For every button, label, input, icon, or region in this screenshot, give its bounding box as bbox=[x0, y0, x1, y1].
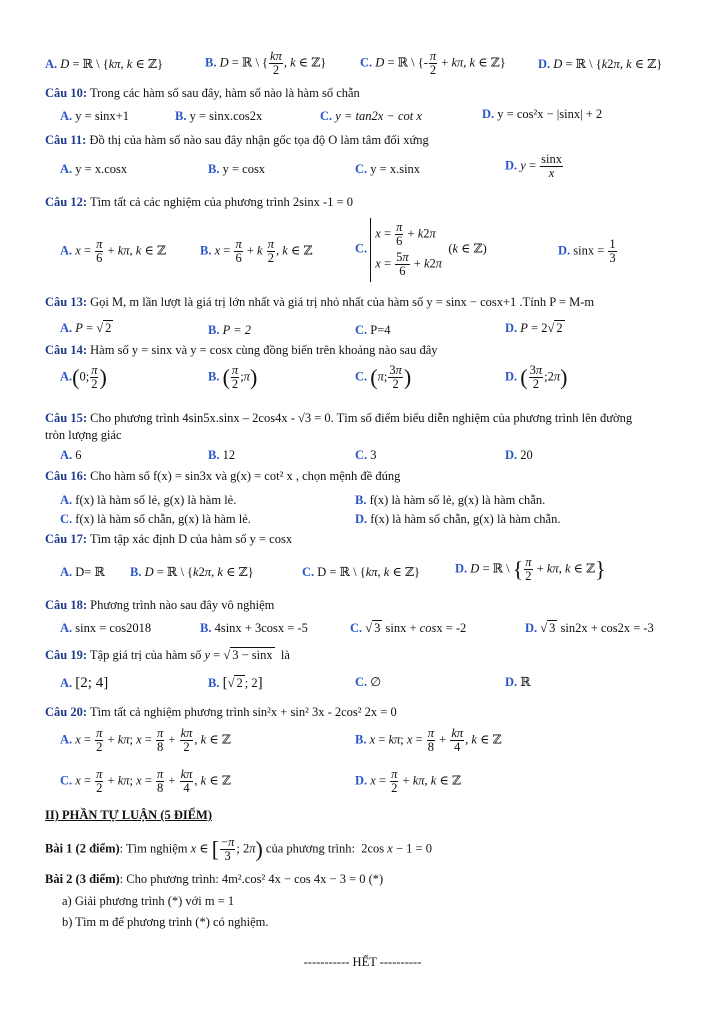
q14-option-c: C. (π; $\frac{3\pi}{2}$ ) bbox=[355, 363, 412, 392]
q16-option-b: B. f(x) là hàm số lẻ, g(x) là hàm chẵn. bbox=[355, 493, 546, 507]
q9-option-a: A. D = ℝ \ {kπ, k ∈ ℤ} bbox=[45, 57, 163, 71]
bai1: Bài 1 (2 điểm): Tìm nghiệm x ∈ [ $\frac{-\pi}{3}$ ; 2π) của phương trình: 2cos x − 1 = 0 bbox=[45, 835, 432, 864]
q18-option-a: A. sinx = cos2018 bbox=[60, 621, 152, 635]
q11-option-a: A. y = x.cosx bbox=[60, 162, 128, 176]
q14-stem: Câu 14: Hàm số y = sinx và y = cosx cùng đồng biến trên khoảng nào sau đây bbox=[45, 343, 438, 357]
q19-option-b: B. [√ 2 ; 2] bbox=[208, 675, 263, 691]
q11-option-c: C. y = x.sinx bbox=[355, 162, 421, 176]
q15-stem-cont: tròn lượng giác bbox=[45, 428, 122, 442]
q12-option-c: C. x = $\frac{\pi}{6}$ + k2π x = $\frac{5\pi}{6}$ + k2π (k ∈ ℤ) bbox=[355, 218, 487, 282]
q17-stem: Câu 17: Tìm tập xác định D của hàm số y = cosx bbox=[45, 532, 293, 546]
q17-option-a: A. D= ℝ bbox=[60, 565, 105, 579]
q17-option-c: C. D = ℝ \ {kπ, k ∈ ℤ} bbox=[302, 565, 420, 579]
q14-option-d: D. ( $\frac{3\pi}{2}$ ;2π) bbox=[505, 363, 568, 392]
q12-option-a: A. x = $\frac{\pi}{6}$ + kπ, k ∈ ℤ bbox=[60, 237, 166, 266]
q15-option-c: C. 3 bbox=[355, 448, 377, 462]
q20-stem: Câu 20: Tìm tất cả nghiệm phương trình sin²x + sin² 3x - 2cos² 2x = 0 bbox=[45, 705, 397, 719]
q11-option-d: D. y = $\frac{\sin x}{x}$ bbox=[505, 152, 562, 181]
q16-stem: Câu 16: Cho hàm số f(x) = sin3x và g(x) = cot² x , chọn mệnh đề đúng bbox=[45, 469, 401, 483]
q19-option-c: C. ∅ bbox=[355, 675, 382, 689]
q10-stem: Câu 10: Trong các hàm số sau đây, hàm số nào là hàm số chẵn bbox=[45, 86, 360, 100]
q16-option-a: A. f(x) là hàm số lẻ, g(x) là hàm lẻ. bbox=[60, 493, 237, 507]
q13-option-c: C. P=4 bbox=[355, 323, 391, 337]
q9-option-d: D. D = ℝ \ {k2π, k ∈ ℤ} bbox=[538, 57, 663, 71]
q10-option-b: B. y = sinx.cos2x bbox=[175, 109, 263, 123]
q19-option-d: D. ℝ bbox=[505, 675, 531, 689]
q13-option-a: A. P = √ 2 bbox=[60, 321, 112, 335]
q14-option-b: B. ( $\frac{\pi}{2}$ ;π) bbox=[208, 363, 258, 392]
q15-option-a: A. 6 bbox=[60, 448, 82, 462]
q15-option-d: D. 20 bbox=[505, 448, 533, 462]
q12-option-b: B. x = $\frac{\pi}{6}$ + k $\frac{\pi}{2}$ , k ∈ ℤ bbox=[200, 237, 313, 266]
q11-option-b: B. y = cosx bbox=[208, 162, 266, 176]
q18-option-c: C. √ 3 sinx + cosx = -2 bbox=[350, 621, 467, 635]
bai2-b: b) Tìm m để phương trình (*) có nghiệm. bbox=[62, 915, 269, 929]
q15-option-b: B. 12 bbox=[208, 448, 236, 462]
bai2: Bài 2 (3 điểm): Cho phương trình: 4m².cos² 4x − cos 4x − 3 = 0 (*) bbox=[45, 872, 384, 886]
q17-option-d: D. D = ℝ \ { $\frac{\pi}{2}$ + kπ, k ∈ ℤ} bbox=[455, 555, 606, 584]
q15-stem: Câu 15: Cho phương trình 4sin5x.sinx – 2cos4x - √3 = 0. Tìm số điểm biểu diễn nghiệm của phương trình lên đường bbox=[45, 411, 633, 425]
q18-option-b: B. 4sinx + 3cosx = -5 bbox=[200, 621, 308, 635]
q20-option-d: D. x = $\frac{\pi}{2}$ + kπ, k ∈ ℤ bbox=[355, 767, 461, 796]
q16-option-d: D. f(x) là hàm số chẵn, g(x) là hàm chẵn. bbox=[355, 512, 561, 526]
q13-option-b: B. P = 2 bbox=[208, 323, 251, 337]
q16-option-c: C. f(x) là hàm số chẵn, g(x) là hàm lẻ. bbox=[60, 512, 251, 526]
q10-option-a: A. y = sinx+1 bbox=[60, 109, 129, 123]
q17-option-b: B. D = ℝ \ {k2π, k ∈ ℤ} bbox=[130, 565, 254, 579]
q19-stem: Câu 19: Tập giá trị của hàm số y = √ 3 − sinx là bbox=[45, 648, 290, 662]
q13-stem: Câu 13: Gọi M, m lần lượt là giá trị lớn nhất và giá trị nhỏ nhất của hàm số y = sinx − cosx+1 .Tính P = M-m bbox=[45, 295, 595, 309]
q20-option-c: C. x = $\frac{\pi}{2}$ + kπ; x = $\frac{\pi}{8}$ + $\frac{k\pi}{4}$ , k ∈ ℤ bbox=[60, 767, 231, 796]
footer-end: ----------- HẾT ---------- bbox=[303, 955, 422, 969]
q18-stem: Câu 18: Phương trình nào sau đây vô nghiệm bbox=[45, 598, 275, 612]
q14-option-a: A.(0; $\frac{\pi}{2}$ ) bbox=[60, 363, 107, 392]
q10-option-d: D. y = cos²x − |sinx| + 2 bbox=[482, 107, 603, 121]
q13-option-d: D. P = 2√ 2 bbox=[505, 321, 563, 335]
q10-option-c: C. y = tan2x − cot x bbox=[320, 109, 422, 123]
part2-title: II) PHẦN TỰ LUẬN (5 ĐIỂM) bbox=[45, 808, 213, 822]
q19-option-a: A. [2; 4] bbox=[60, 675, 109, 691]
q18-option-d: D. √ 3 sin2x + cos2x = -3 bbox=[525, 621, 654, 635]
q12-stem: Câu 12: Tìm tất cả các nghiệm của phương trình 2sinx -1 = 0 bbox=[45, 195, 354, 209]
q12-option-d: D. sinx = $\frac{1}{3}$ bbox=[558, 237, 616, 266]
q20-option-b: B. x = kπ; x = $\frac{\pi}{8}$ + $\frac{k\pi}{4}$ , k ∈ ℤ bbox=[355, 726, 502, 755]
q20-option-a: A. x = $\frac{\pi}{2}$ + kπ; x = $\frac{\pi}{8}$ + $\frac{k\pi}{2}$ , k ∈ ℤ bbox=[60, 726, 231, 755]
q9-option-c: C. D = ℝ \ {- $\frac{\pi}{2}$ + kπ, k ∈ ℤ} bbox=[360, 49, 506, 78]
q9-option-b: B. D = ℝ \ { $\frac{k\pi}{2}$ , k ∈ ℤ} bbox=[205, 49, 327, 78]
q11-stem: Câu 11: Đồ thị của hàm số nào sau đây nhận gốc tọa độ O làm tâm đối xứng bbox=[45, 133, 429, 147]
bai2-a: a) Giải phương trình (*) với m = 1 bbox=[62, 894, 235, 908]
